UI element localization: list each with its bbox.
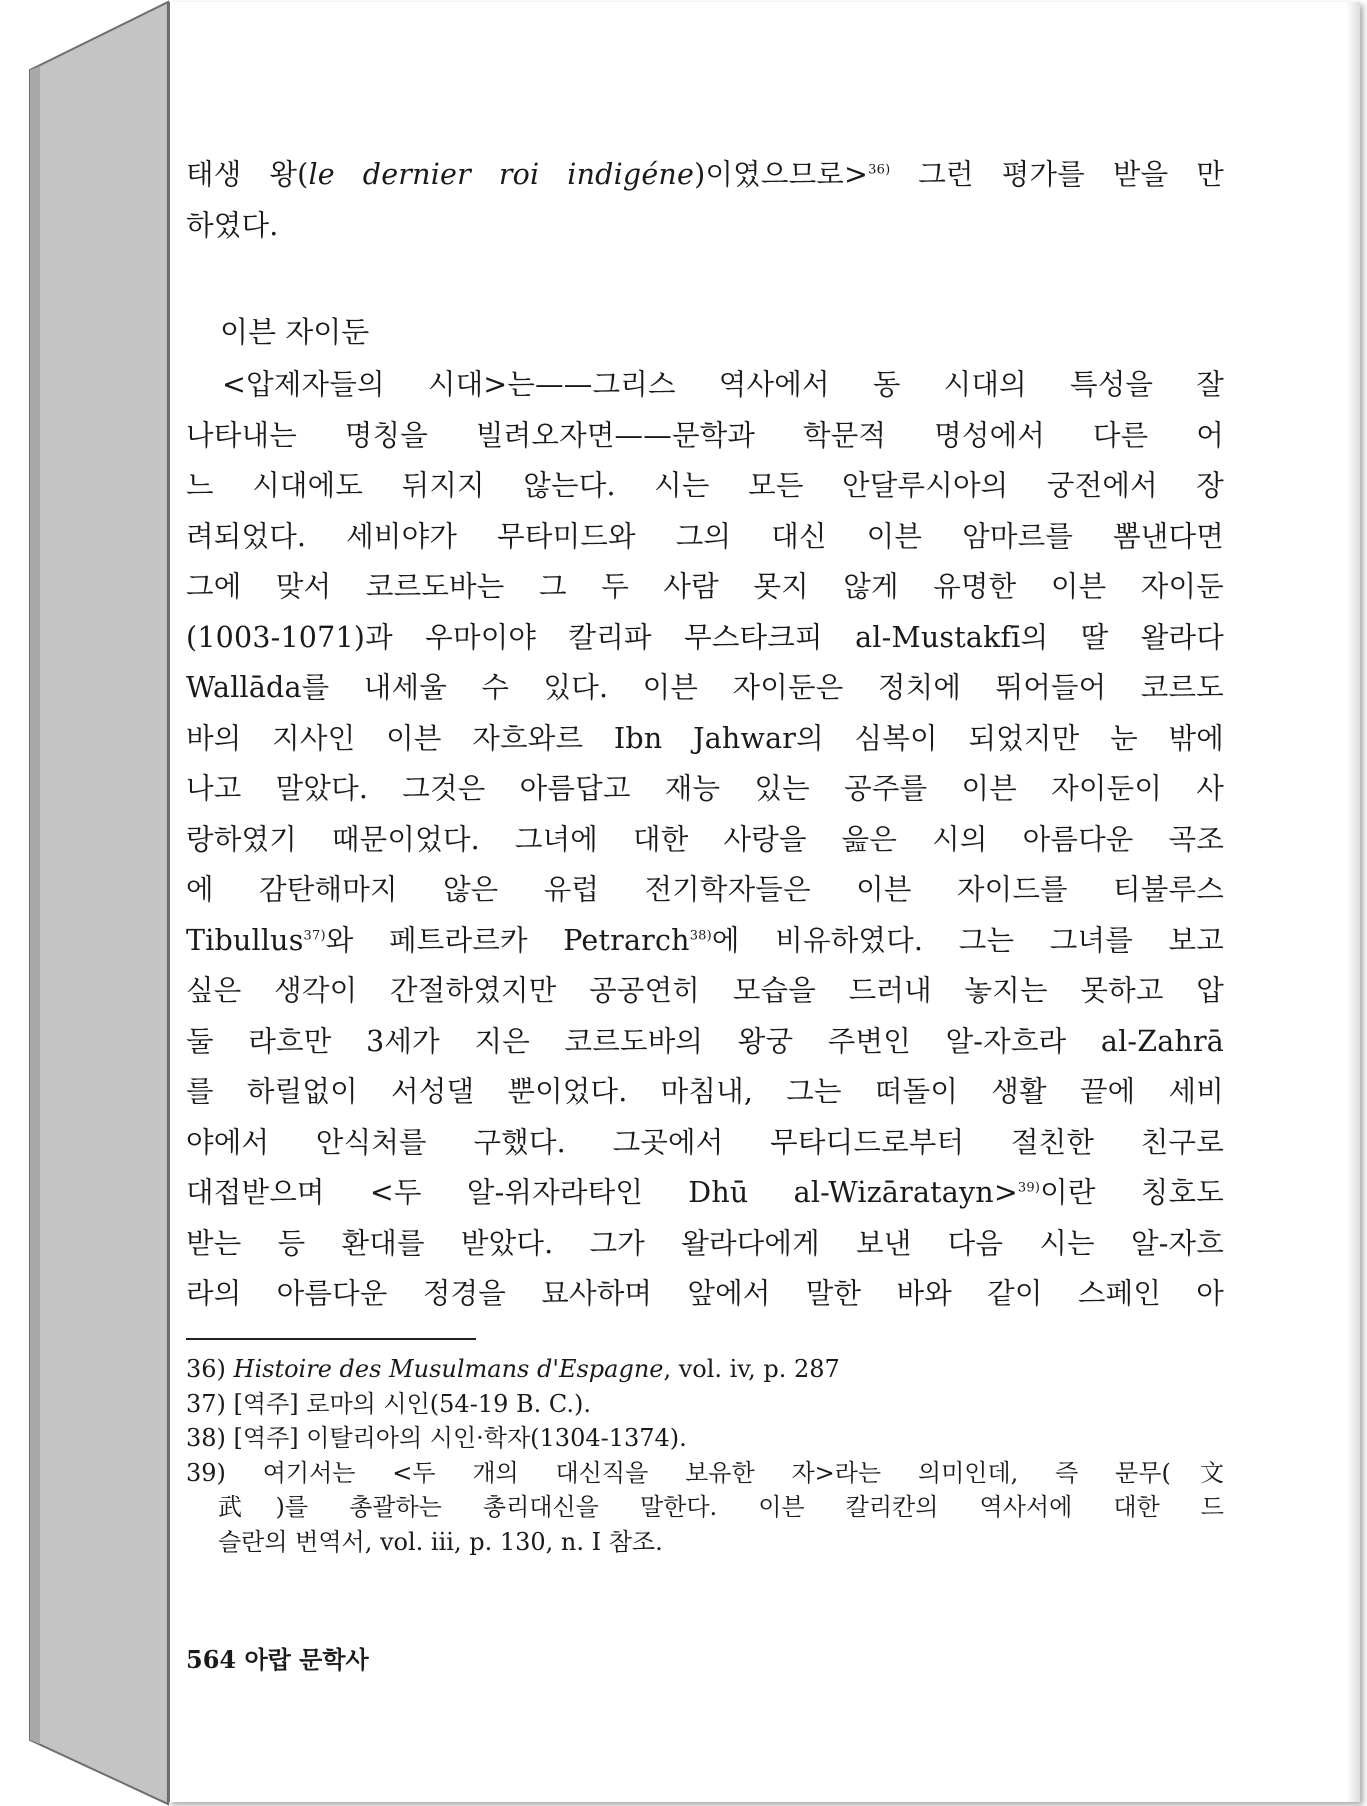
spine-face: [30, 2, 168, 1804]
footnote-38: 38) [역주] 이탈리아의 시인·학자(1304-1374).: [186, 1424, 687, 1452]
text-line: 느 시대에도 뒤지지 않는다. 시는 모든 안달루시아의 궁전에서 장: [186, 469, 1224, 502]
text-line: 태생 왕(le dernier roi indigéne)이였으므로>$^{36)}$ 그런 평가를 받을 만: [186, 158, 1224, 191]
footnote-ref-37: 37): [303, 928, 326, 943]
text-line: 나고 말았다. 그것은 아름답고 재능 있는 공주를 이븐 자이둔이 사: [186, 772, 1224, 805]
text-line: Tibullus$^{37)}$와 페트라르카 Petrarch$^{38)}$에 비유하였다. 그는 그녀를 보고: [186, 923, 1224, 957]
footnote-ref-38: 38): [689, 928, 712, 943]
footnote-39: 39) 여기서는 <두 개의 대신직을 보유한 자>라는 의미인데, 즉 문무(文: [186, 1458, 1224, 1487]
footnote-39-cont: 武)를 총괄하는 총리대신을 말한다. 이븐 칼리칸의 역사서에 대한 드: [218, 1493, 1224, 1521]
text-line: (1003-1071)과 우마이야 칼리파 무스타크피 al-Mustakfī의 딸 왈라다: [186, 620, 1224, 654]
section-heading: 이븐 자이둔: [220, 315, 370, 349]
text-line: 둘 라흐만 3세가 지은 코르도바의 왕궁 주변인 알-자흐라 al-Zahrā: [186, 1024, 1224, 1058]
text-line: Wallāda를 내세울 수 있다. 이븐 자이둔은 정치에 뛰어들어 코르도: [186, 671, 1224, 704]
footnote-ref-36: 36): [868, 162, 891, 178]
footnote-ref-39: 39): [1017, 1180, 1041, 1196]
text-line: 나타내는 명칭을 빌려오자면——문학과 학문적 명성에서 다른 어: [186, 418, 1224, 452]
text-line: 야에서 안식처를 구했다. 그곳에서 무타디드로부터 절친한 친구로: [186, 1125, 1224, 1159]
footnote-37: 37) [역주] 로마의 시인(54-19 B. C.).: [186, 1389, 592, 1418]
text-line: 려되었다. 세비야가 무타미드와 그의 대신 이븐 암마르를 뽐낸다면: [186, 519, 1224, 553]
text-line: <압제자들의 시대>는——그리스 역사에서 동 시대의 특성을 잘: [222, 368, 1224, 401]
text-line: 하였다.: [186, 208, 279, 242]
text-line: 싶은 생각이 간절하였지만 공공연히 모습을 드러내 놓지는 못하고 압: [186, 974, 1224, 1007]
text-line: 라의 아름다운 정경을 묘사하며 앞에서 말한 바와 같이 스페인 아: [186, 1277, 1224, 1310]
text-line: 바의 지사인 이븐 자흐와르 Ibn Jahwar의 심복이 되었지만 눈 밖에: [186, 721, 1224, 755]
footnote-rule: [186, 1338, 476, 1340]
text-line: 받는 등 환대를 받았다. 그가 왈라다에게 보낸 다음 시는 알-자흐: [186, 1226, 1224, 1260]
page-folio: 564 아랍 문학사: [186, 1645, 369, 1674]
text-line: 그에 맞서 코르도바는 그 두 사람 못지 않게 유명한 이븐 자이둔: [186, 570, 1224, 603]
text-line: 에 감탄해마지 않은 유럽 전기학자들은 이븐 자이드를 티불루스: [186, 873, 1224, 906]
text-line: 를 하릴없이 서성댈 뿐이었다. 마침내, 그는 떠돌이 생활 끝에 세비: [186, 1075, 1224, 1108]
footnote-36: 36) Histoire des Musulmans d'Espagne, vol. iv, p. 287: [186, 1355, 840, 1383]
main-paragraph: [186, 360, 1224, 1320]
text-line: 대접받으며 <두 알-위자라타인 Dhū al-Wizāratayn>$^{39)}$이란 칭호도: [186, 1176, 1224, 1209]
footnote-39-cont: 슬란의 번역서, vol. iii, p. 130, n. I 참조.: [218, 1527, 663, 1556]
footnotes: [186, 1352, 1224, 1559]
continuation-text: [186, 150, 1224, 251]
spine-shade: [30, 66, 40, 1744]
text-line: 랑하였기 때문이었다. 그녀에 대한 사랑을 읊은 시의 아름다운 곡조: [186, 822, 1224, 856]
